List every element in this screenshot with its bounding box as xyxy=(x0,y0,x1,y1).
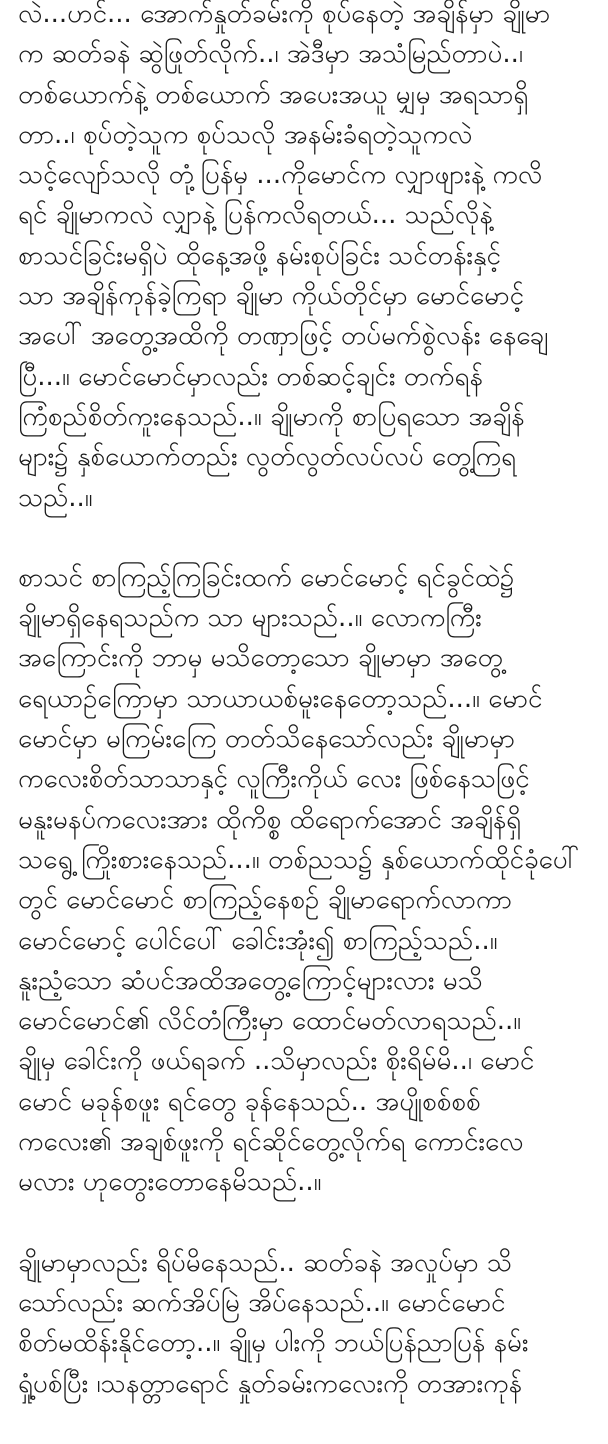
text-line: ကြံစည်စိတ်ကူးနေသည်..။ ချိုမာကို စာပြရသော အချိန် xyxy=(18,401,525,432)
text-line: စိတ်မထိန်းနိုင်တော့..။ ချိုမှ ပါးကို ဘယ်ပြန်ညာပြန် နမ်း xyxy=(18,1328,529,1359)
paragraph-2 xyxy=(18,558,594,1203)
text-line: ချိုမာရှိနေရသည်က သာ များသည်..။ လောကကြီး xyxy=(18,603,482,634)
text-line: နူးညံ့သော ဆံပင်အထိအတွေ့ကြောင့်များလား မသိ xyxy=(18,965,483,996)
text-line: သော်လည်း ဆက်အိပ်မြဲ အိပ်နေသည်..။ မောင်မောင် xyxy=(18,1287,506,1318)
text-line: ရှုံ့ပစ်ပြီး ၊သနတ္တာရောင် နှုတ်ခမ်းကလေးကို တအားကုန် xyxy=(18,1368,523,1399)
text-line: မောင်မောင်၏ လိင်တံကြီးမှာ ထောင်မတ်လာရသည်..။ xyxy=(18,1006,522,1037)
text-line: သရွေ့ ကြိုးစားနေသည်...။ တစ်ညသ၌ နှစ်ယောက်ထိုင်ခုံပေါ် xyxy=(18,844,580,875)
text-line: ရင် ချိုမာကလဲ လျှာနဲ့ ပြန်ကလိရတယ်... သည်လိုနဲ့ xyxy=(18,200,493,231)
paragraph-1 xyxy=(18,0,594,518)
text-line: စာသင်ခြင်းမရှိပဲ ထိုနေ့အဖို့ နမ်းစုပ်ခြင်း သင်တန်းနှင့် xyxy=(18,240,501,271)
text-line: မောင်မောင့် ပေါင်ပေါ် ခေါင်းအုံး၍ စာကြည့်သည်..။ xyxy=(18,925,498,956)
text-line: ကလေး၏ အချစ်ဖူးကို ရင်ဆိုင်တွေ့လိုက်ရ ကောင်းလေ xyxy=(18,1127,524,1158)
text-line: မနူးမနပ်ကလေးအား ထိုကိစ္စ ထိရောက်အောင် အချိန်ရှိ xyxy=(18,804,522,835)
text-line: က ဆတ်ခနဲ ဆွဲဖြုတ်လိုက်..၊ အဲဒီမှာ အသံမြည်တာပဲ..၊ xyxy=(18,39,523,70)
text-line: မောင်မှာ မကြမ်းကြေ တတ်သိနေသော်လည်း ချိုမာမှာ xyxy=(18,724,515,755)
text-line: သာ အချိန်ကုန်ခဲ့ကြရာ ချိုမာ ကိုယ်တိုင်မှာ မောင်မောင့် xyxy=(18,281,525,312)
text-line: ရေယာဉ်ကြောမှာ သာယာယစ်မူးနေတော့သည်...။ မောင် xyxy=(18,683,543,714)
text-line: စာသင် စာကြည့်ကြခြင်းထက် မောင်မောင့် ရင်ခွင်ထဲ၌ xyxy=(18,562,515,593)
text-line: ကလေးစိတ်သာသာနှင့် လူကြီးကိုယ် လေး ဖြစ်နေသဖြင့် xyxy=(18,764,530,795)
story-text xyxy=(18,0,594,1444)
text-line: သည်..။ xyxy=(18,482,93,513)
text-line: မလား ဟုတွေးတောနေမိသည်..။ xyxy=(18,1167,322,1198)
text-line: ချိုမာမှာလည်း ရိပ်မိနေသည်.. ဆတ်ခနဲ အလှုပ်မှာ သိ xyxy=(18,1247,512,1278)
text-line: များ၌ နှစ်ယောက်တည်း လွတ်လွတ်လပ်လပ် တွေ့ကြရ xyxy=(18,442,517,473)
text-line: မောင် မခုန်စဖူး ရင်တွေ ခုန်နေသည်.. အပျိုစစ်စစ် xyxy=(18,1086,481,1117)
text-line: သင့်လျော်သလို တုံ့ပြန်မှ ...ကိုမောင်က လျှာဖျားနဲ့ ကလိ xyxy=(18,160,543,191)
text-line: ချိုမှ ခေါင်းကို ဖယ်ရခက် ..သိမှာလည်း စိုးရိမ်မိ..၊ မောင် xyxy=(18,1046,535,1077)
text-line: တစ်ယောက်နဲ့ တစ်ယောက် အပေးအယူ မျှမှ အရသာရှိ xyxy=(18,79,529,110)
text-line: အပေါ် အတွေ့အထိကို တဏှာဖြင့် တပ်မက်စွဲလန်း နေချေ xyxy=(18,321,549,352)
paragraph-3 xyxy=(18,1243,594,1404)
text-line: အကြောင်းကို ဘာမှ မသိတော့သော ချိုမာမှာ အတွေ့ xyxy=(18,643,503,674)
text-line: လဲ...ဟင်... အောက်နှုတ်ခမ်းကို စုပ်နေတဲ့ အချိန်မှာ ချိုမာ xyxy=(18,0,551,29)
text-line: တာ..၊ စုပ်တဲ့သူက စုပ်သလို အနမ်းခံရတဲ့သူကလဲ xyxy=(18,119,473,150)
text-line: တွင် မောင်မောင် စာကြည့်နေစဉ် ချိုမာရောက်လာကာ xyxy=(18,885,512,916)
text-line: ပြီ...။ မောင်မောင်မှာလည်း တစ်ဆင့်ချင်း တက်ရန် xyxy=(18,361,483,392)
